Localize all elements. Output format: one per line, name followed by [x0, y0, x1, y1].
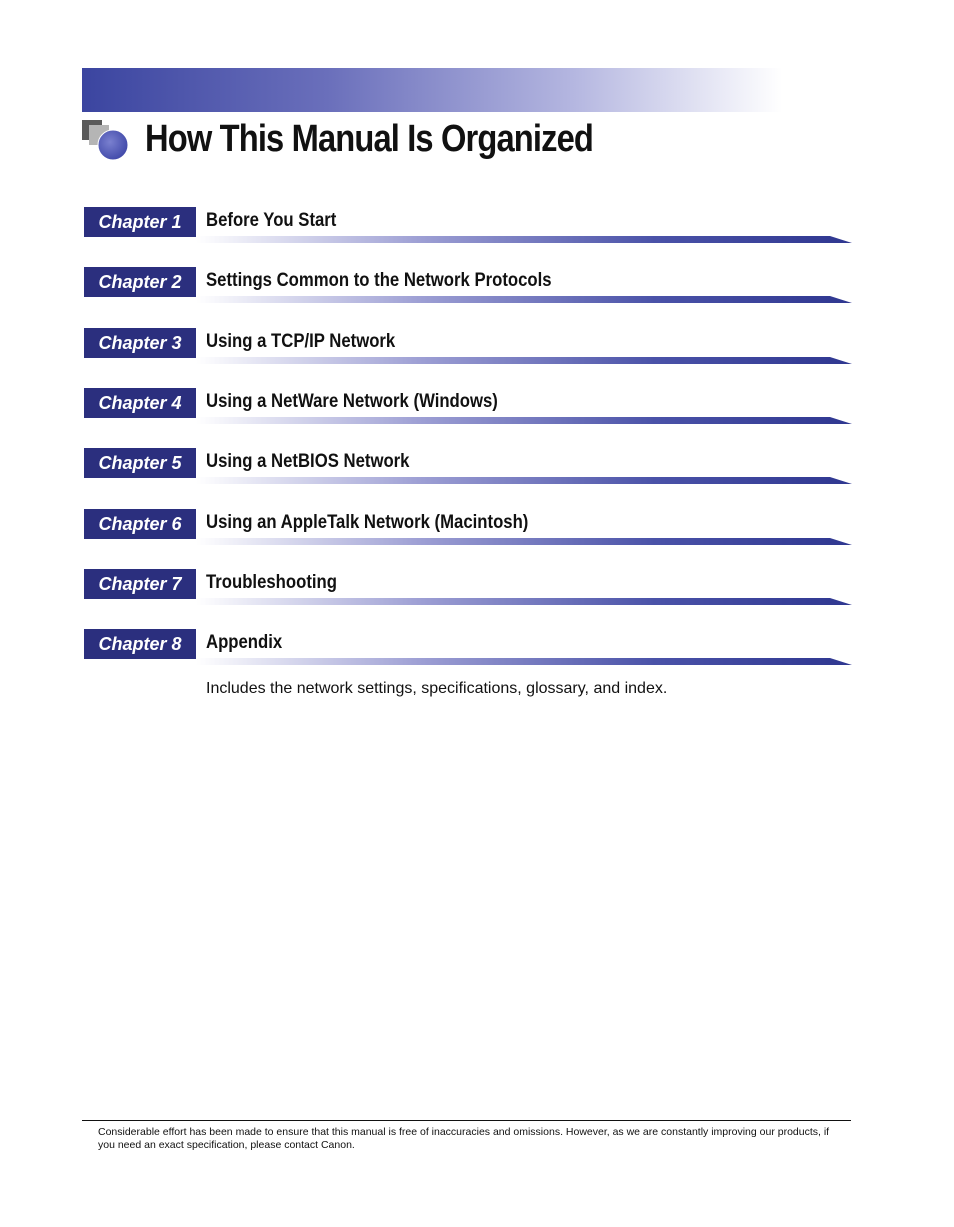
chapter-row: [0, 388, 954, 444]
chapter-gradient-rule: [196, 412, 852, 424]
chapter-gradient-rule: [196, 231, 852, 243]
chapter-row: [0, 207, 954, 263]
chapter-title: Settings Common to the Network Protocols: [206, 270, 552, 292]
chapter-title: Using a NetBIOS Network: [206, 451, 410, 473]
chapter-gradient-rule: [196, 593, 852, 605]
header-gradient-bar: [82, 68, 782, 112]
chapter-badge: Chapter 6: [84, 509, 196, 539]
chapter-gradient-rule: [196, 291, 852, 303]
chapter-row: [0, 569, 954, 625]
chapter-gradient-rule: [196, 352, 852, 364]
chapter-row: [0, 448, 954, 504]
chapter-title: Using a TCP/IP Network: [206, 330, 396, 352]
chapter-badge: Chapter 3: [84, 328, 196, 358]
chapter-badge: Chapter 5: [84, 448, 196, 478]
chapter-title: Before You Start: [206, 210, 337, 231]
page-title: How This Manual Is Organized: [145, 118, 594, 160]
chapter-row: [0, 267, 954, 323]
chapter-badge: Chapter 4: [84, 388, 196, 418]
chapter-title: Appendix: [206, 632, 283, 654]
chapter-row: [0, 328, 954, 384]
chapter-title: Using a NetWare Network (Windows): [206, 390, 498, 412]
chapter-title: Using an AppleTalk Network (Macintosh): [206, 511, 529, 533]
chapter-gradient-rule: [196, 653, 852, 665]
chapter-badge: Chapter 8: [84, 629, 196, 659]
chapter-row: [0, 509, 954, 565]
footer-divider: [82, 1120, 851, 1121]
chapter-gradient-rule: [196, 472, 852, 484]
chapter-badge: Chapter 1: [84, 207, 196, 237]
squares-and-circle-icon: [82, 120, 132, 164]
chapter-gradient-rule: [196, 533, 852, 545]
chapter-badge: Chapter 7: [84, 569, 196, 599]
chapter-title: Troubleshooting: [206, 571, 337, 593]
chapter-badge: Chapter 2: [84, 267, 196, 297]
chapter-row: [0, 629, 954, 685]
chapter-description: Includes the network settings, specifications, glossary, and index.: [206, 680, 668, 697]
footer-disclaimer: Considerable effort has been made to ensure that this manual is free of inaccuracies and omissions. However, as we are constantly improving our products, if you need an exact specification, please contact Canon.: [98, 1126, 830, 1151]
